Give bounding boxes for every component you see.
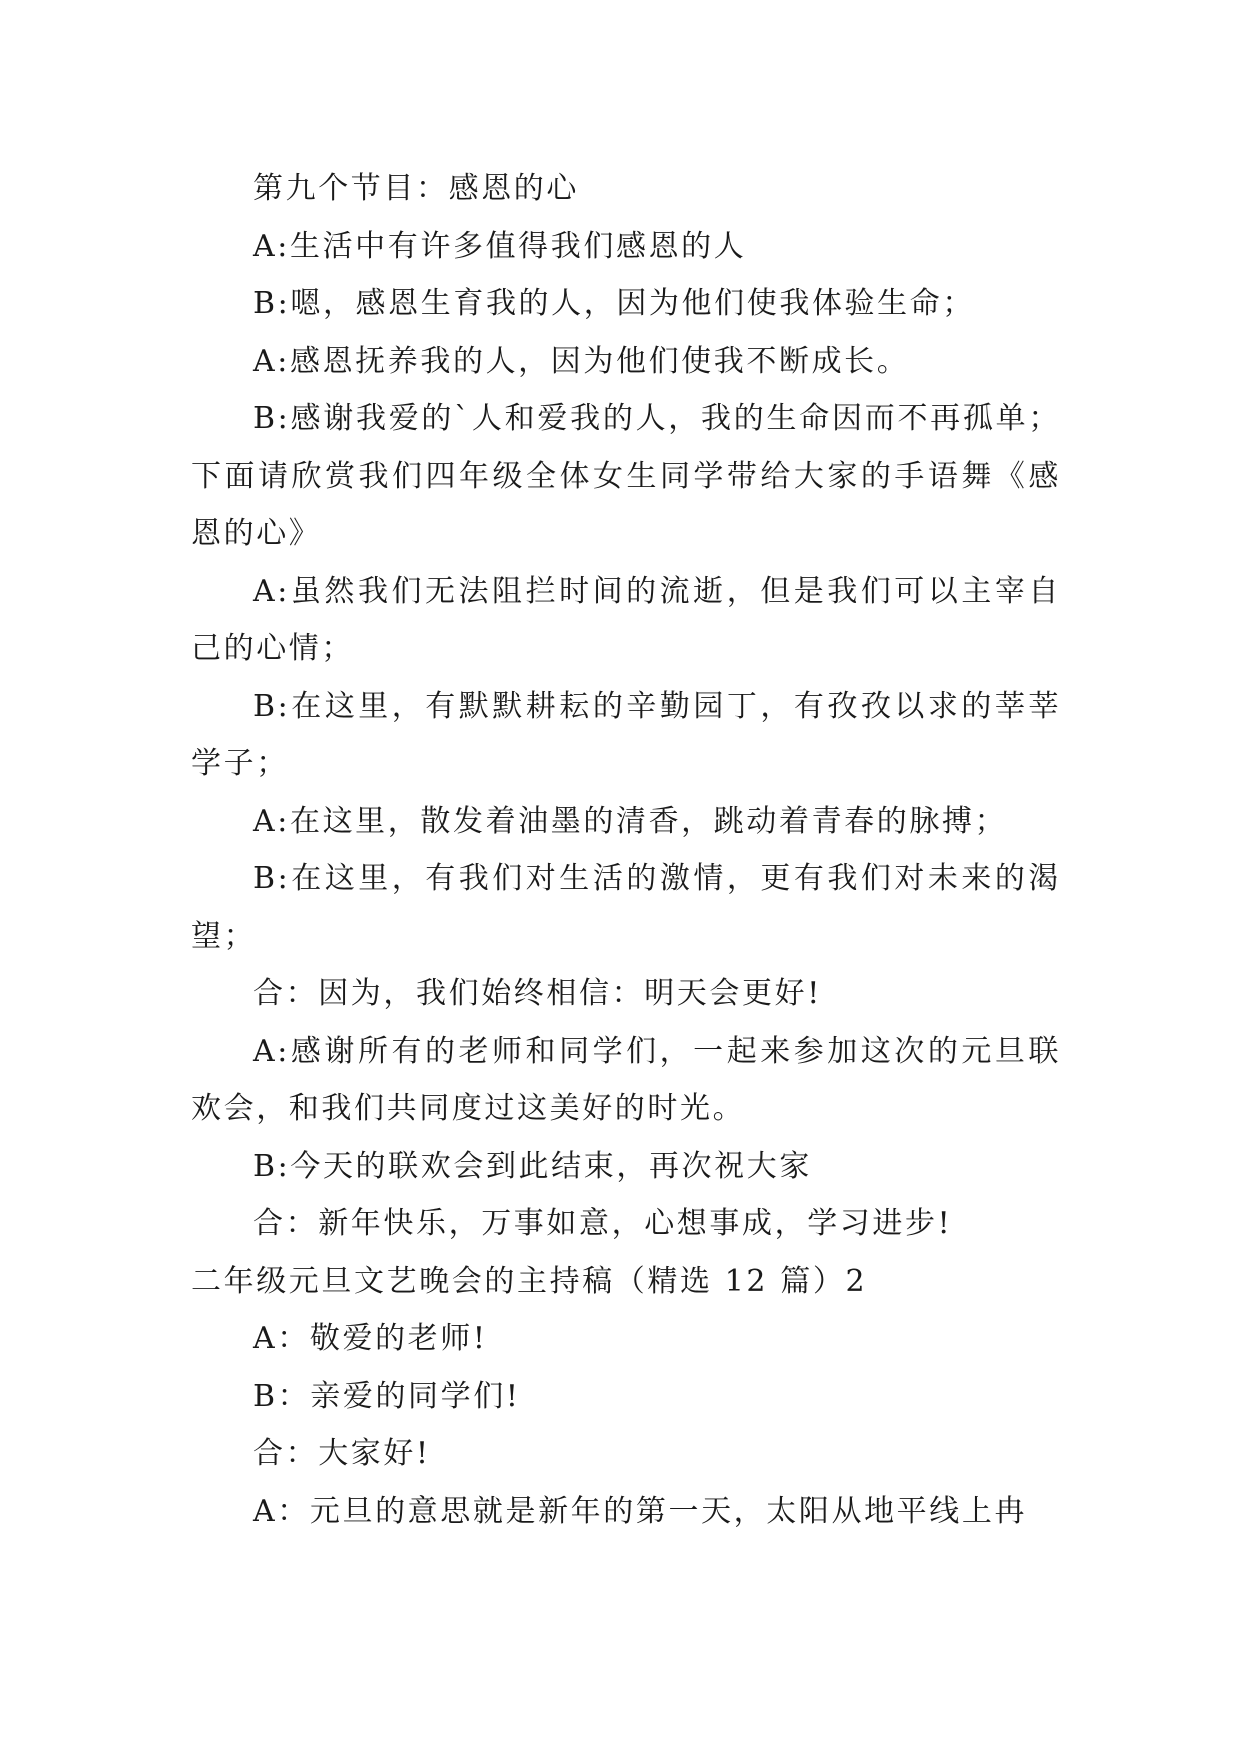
dialogue-line: B：亲爱的同学们!: [253, 1378, 521, 1414]
dialogue-line: B:今天的联欢会到此结束，再次祝大家: [253, 1148, 812, 1184]
dialogue-line: A:感谢所有的老师和同学们，一起来参加这次的元旦联欢会，和我们共同度过这美好的时光。: [191, 1033, 1061, 1126]
dialogue-line: 合：新年快乐，万事如意，心想事成，学习进步!: [253, 1206, 953, 1241]
dialogue-line: A：元旦的意思就是新年的第一天，太阳从地平线上冉: [253, 1493, 1028, 1529]
program-heading: 第九个节目：感恩的心: [253, 171, 579, 206]
dialogue-line: A：敬爱的老师!: [253, 1321, 488, 1356]
dialogue-line: A:虽然我们无法阻拦时间的流逝，但是我们可以主宰自己的心情；: [191, 573, 1061, 666]
dialogue-line: B:嗯，感恩生育我的人，因为他们使我体验生命；: [253, 286, 975, 321]
document-body: [191, 160, 1061, 1540]
dialogue-line: B:感谢我爱的`人和爱我的人，我的生命因而不再孤单；下面请欣赏我们四年级全体女生同学带给大家的手语舞《感恩的心》: [191, 401, 1061, 551]
dialogue-line: A:生活中有许多值得我们感恩的人: [253, 228, 747, 264]
dialogue-line: 合：大家好!: [253, 1436, 431, 1471]
dialogue-line: 合：因为，我们始终相信：明天会更好!: [253, 976, 822, 1011]
section-title: 二年级元旦文艺晚会的主持稿（精选 12 篇）2: [191, 1263, 868, 1299]
dialogue-line: A:感恩抚养我的人，因为他们使我不断成长。: [253, 343, 910, 379]
dialogue-line: B:在这里，有默默耕耘的辛勤园丁，有孜孜以求的莘莘学子；: [191, 688, 1061, 781]
dialogue-line: B:在这里，有我们对生活的激情，更有我们对未来的渴望；: [191, 861, 1061, 954]
dialogue-line: A:在这里，散发着油墨的清香，跳动着青春的脉搏；: [253, 803, 1008, 839]
